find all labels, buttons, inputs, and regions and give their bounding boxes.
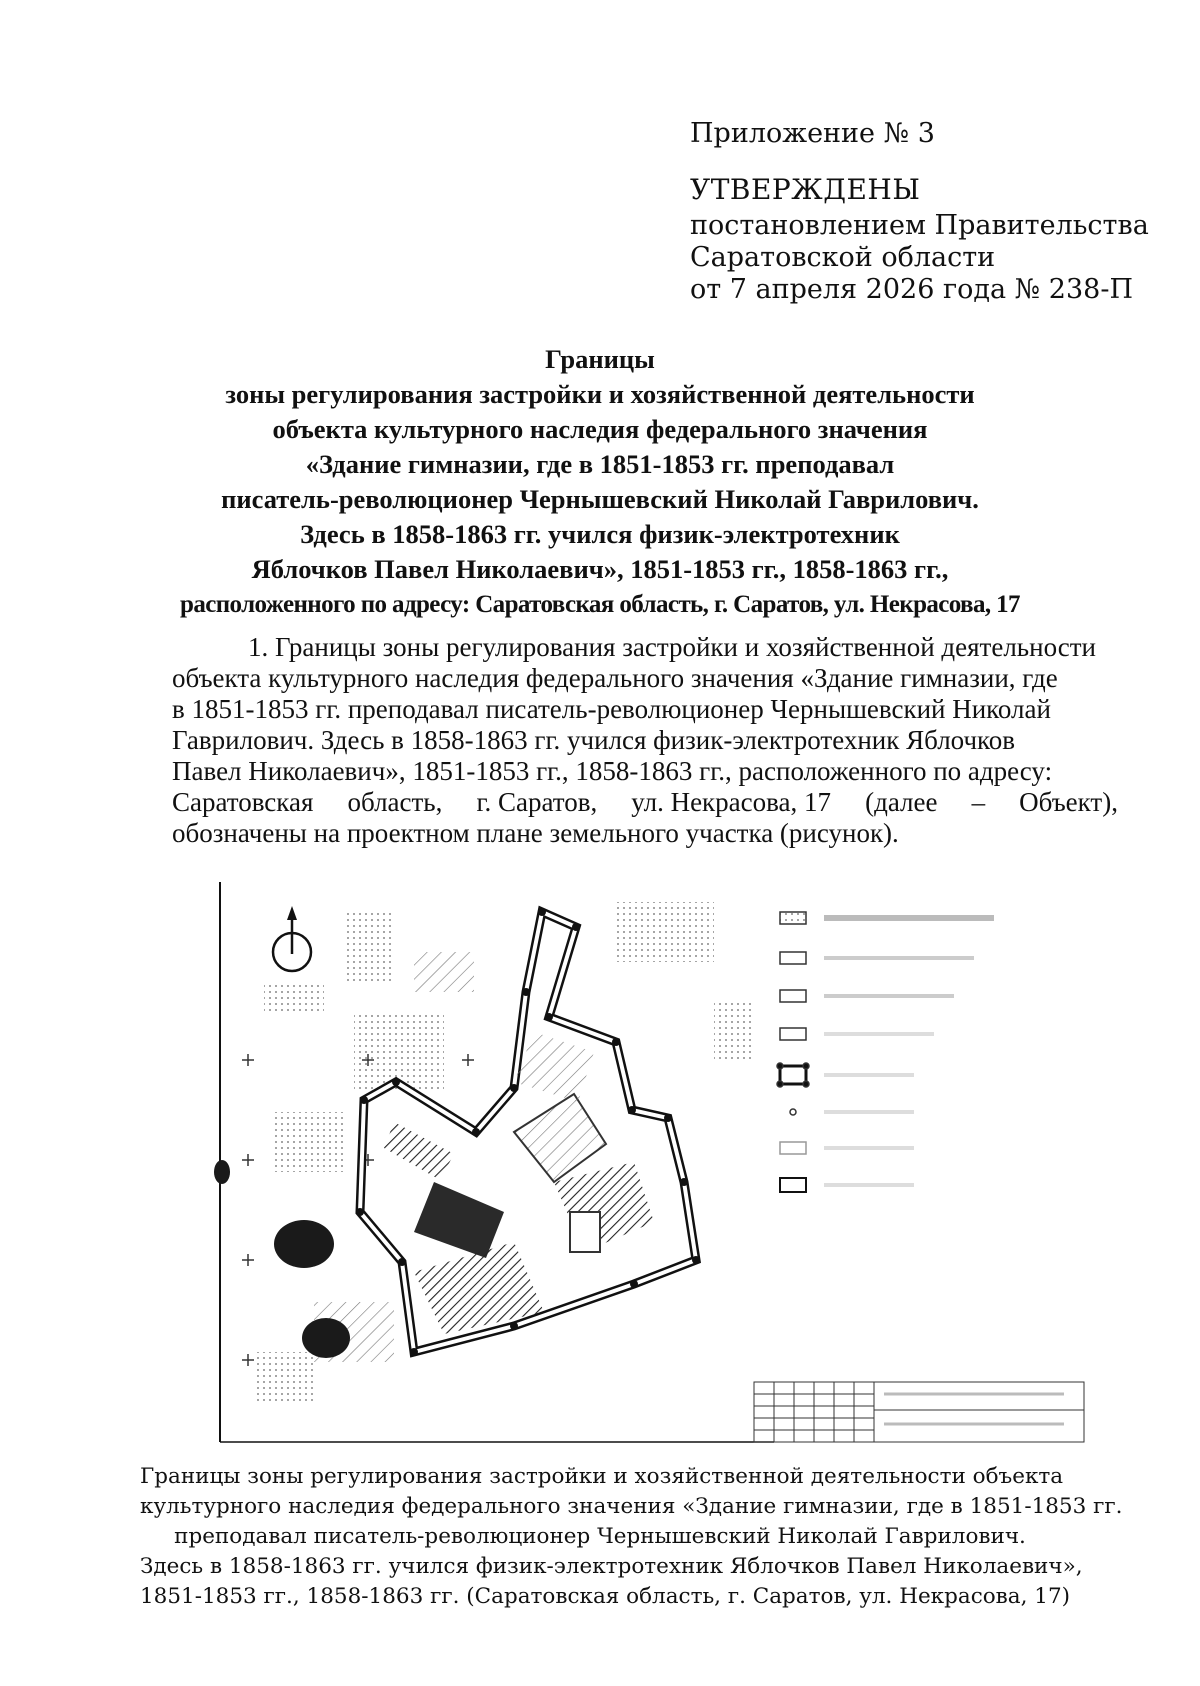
paragraph-word: –	[971, 787, 986, 817]
annex-number: Приложение № 3	[690, 118, 935, 149]
paragraph-text: Павел Николаевич», 1851-1853 гг., 1858-1863 гг., расположенного по адресу:	[172, 756, 1053, 786]
figure-caption	[140, 1462, 1123, 1612]
paragraph-line-6	[172, 787, 1118, 818]
title-line-8: расположенного по адресу: Саратовская область, г. Саратов, ул. Некрасова, 17	[180, 591, 1020, 618]
approved-by-line-3: от 7 апреля 2026 года № 238-П	[690, 274, 1133, 305]
project-plan-figure	[214, 882, 1086, 1448]
paragraph-line-1: 1. Границы зоны регулирования застройки и хозяйственной деятельности	[248, 632, 1096, 662]
caption-line-3: преподавал писатель-революционер Чернышевский Николай Гаврилович.	[174, 1524, 1026, 1549]
title-line-4: «Здание гимназии, где в 1851-1853 гг. преподавал	[305, 449, 895, 479]
approval-stamp	[690, 118, 1160, 306]
title-line-6: Здесь в 1858-1863 гг. учился физик-электротехник	[300, 519, 900, 549]
approved-label: УТВЕРЖДЕНЫ	[690, 173, 921, 206]
body-paragraph	[172, 632, 1118, 849]
paragraph-word: Саратовская	[172, 787, 314, 817]
caption-line-2: культурного наследия федерального значения «Здание гимназии, где в 1851-1853 гг.	[140, 1494, 1123, 1519]
document-title	[100, 342, 1100, 622]
caption-line-1: Границы зоны регулирования застройки и хозяйственной деятельности объекта	[140, 1464, 1064, 1489]
approved-by-line-2: Саратовской области	[690, 242, 996, 273]
paragraph-line-7: обозначены на проектном плане земельного участка (рисунок).	[172, 818, 899, 848]
paragraph-text: Гаврилович. Здесь в 1858-1863 гг. учился физик-электротехник Яблочков	[172, 725, 1016, 755]
paragraph-line-3	[172, 694, 1118, 725]
paragraph-word: Объект),	[1019, 787, 1118, 817]
title-line-5: писатель-революционер Чернышевский Николай Гаврилович.	[221, 484, 979, 514]
paragraph-line-2	[172, 663, 1118, 694]
title-line-3: объекта культурного наследия федерального значения	[272, 414, 928, 444]
title-block-table	[754, 1382, 1084, 1442]
paragraph-word: г. Саратов,	[476, 787, 598, 817]
title-line-7: Яблочков Павел Николаевич», 1851-1853 гг., 1858-1863 гг.,	[251, 554, 949, 584]
paragraph-line-4	[172, 725, 1118, 756]
plan-drawing	[214, 882, 1086, 1448]
paragraph-line-5	[172, 756, 1118, 787]
paragraph-word: (далее	[865, 787, 938, 817]
caption-line-4: Здесь в 1858-1863 гг. учился физик-электротехник Яблочков Павел Николаевич»,	[140, 1554, 1083, 1579]
title-line-1: Границы	[545, 344, 655, 374]
paragraph-word: область,	[347, 787, 443, 817]
paragraph-word: ул. Некрасова, 17	[631, 787, 832, 817]
caption-line-5: 1851-1853 гг., 1858-1863 гг. (Саратовская область, г. Саратов, ул. Некрасова, 17)	[140, 1584, 1071, 1609]
paragraph-text: объекта культурного наследия федерального значения «Здание гимназии, где	[172, 663, 1058, 693]
paragraph-text: в 1851-1853 гг. преподавал писатель-революционер Чернышевский Николай	[172, 694, 1051, 724]
title-line-2: зоны регулирования застройки и хозяйственной деятельности	[225, 379, 975, 409]
legend-symbols	[777, 912, 994, 1192]
north-arrow-icon	[273, 906, 311, 971]
approved-by-line-1: постановлением Правительства	[690, 210, 1149, 241]
